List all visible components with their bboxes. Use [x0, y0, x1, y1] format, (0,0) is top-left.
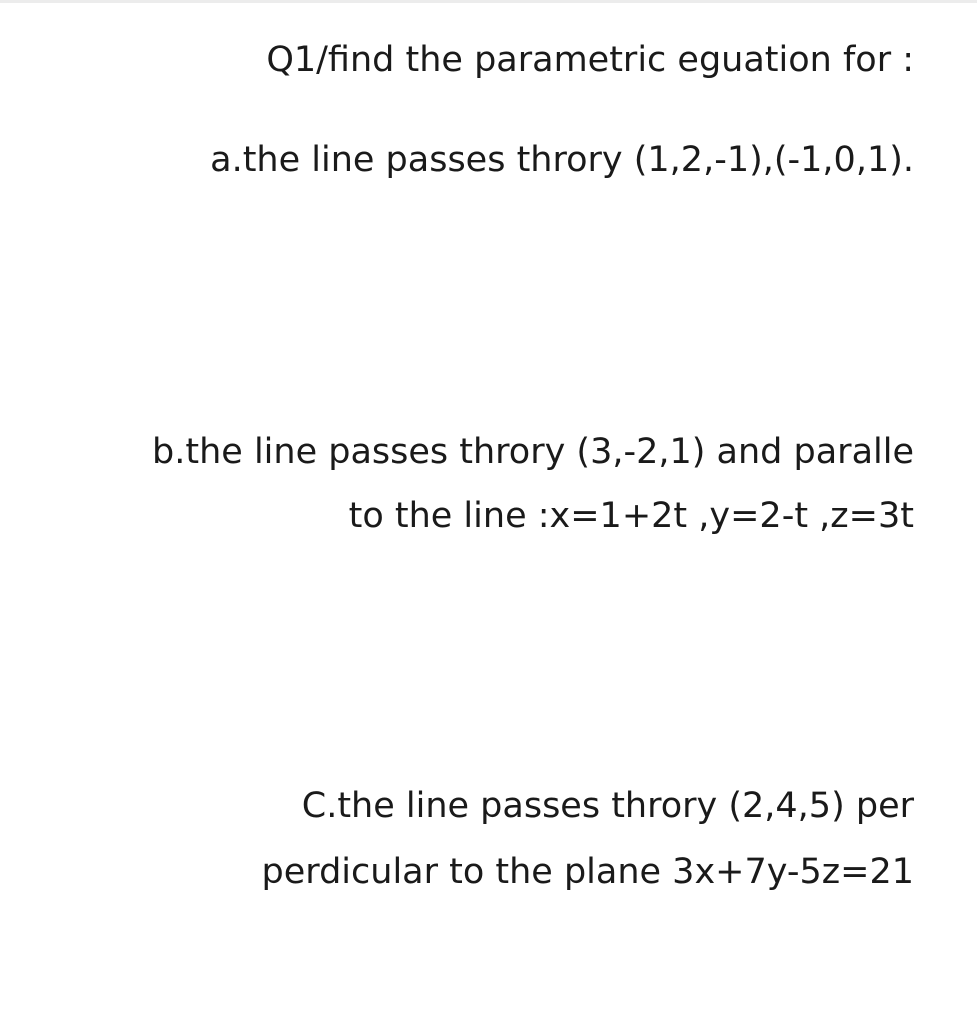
part-c-text-line-1: C.the line passes throry (2,4,5) per: [301, 786, 914, 826]
part-b-text-line-1: b.the line passes throry (3,-2,1) and paralle: [152, 432, 914, 472]
part-b-text-line-2: to the line :x=1+2t ,y=2-t ,z=3t: [348, 496, 914, 536]
part-c-text-line-2: perdicular to the plane 3x+7y-5z=21: [261, 852, 914, 892]
part-a-text: a.the line passes throry (1,2,-1),(-1,0,1).: [210, 140, 914, 180]
question-title: Q1/find the parametric eguation for :: [266, 40, 914, 80]
